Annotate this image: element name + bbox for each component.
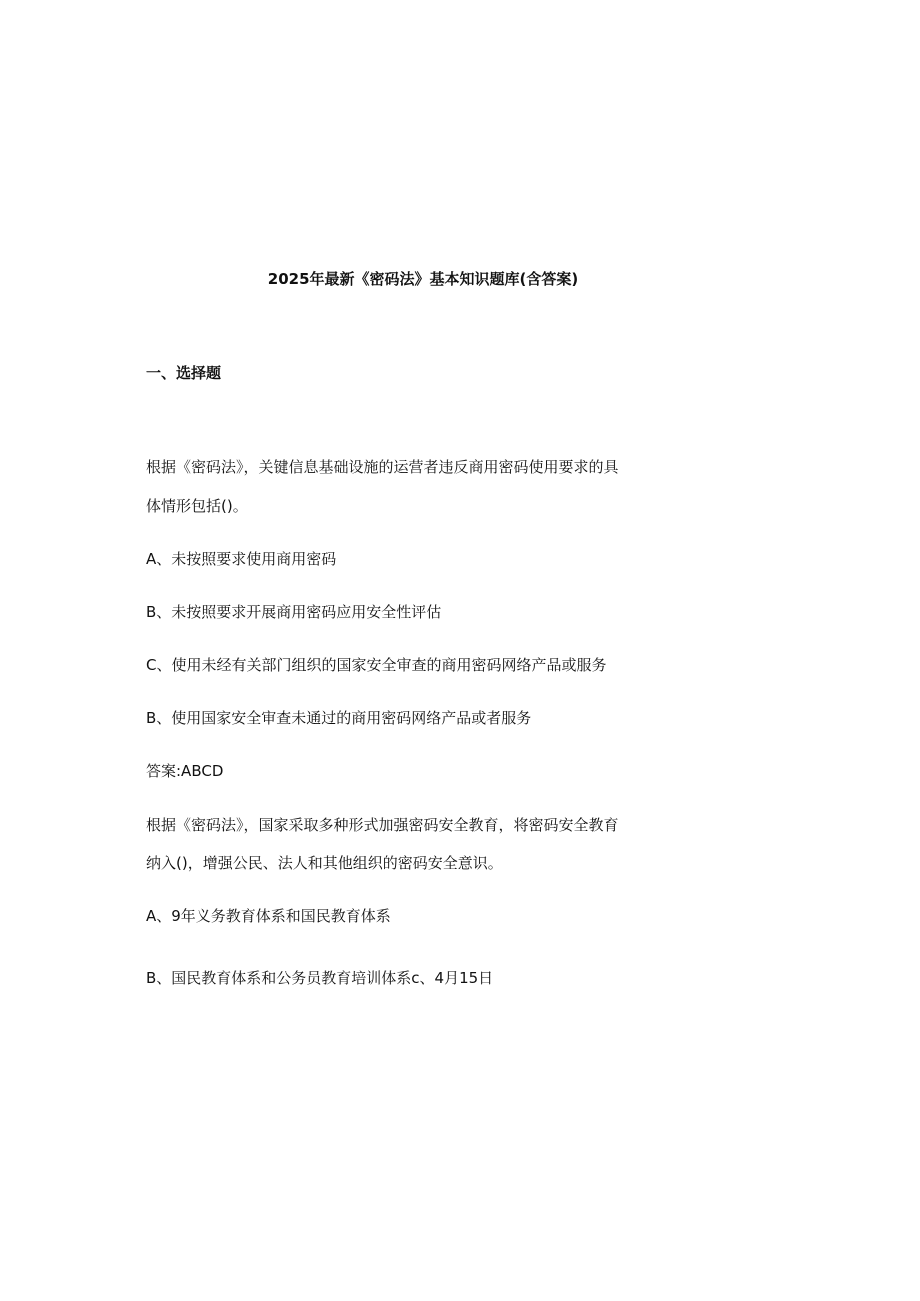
question-2-stem-line-1: 根据《密码法》，国家采取多种形式加强密码安全教育，将密码安全教育	[146, 816, 619, 834]
question-1-option-a: A、未按照要求使用商用密码	[146, 550, 337, 568]
question-1-option-c: C、使用未经有关部门组织的国家安全审查的商用密码网络产品或服务	[146, 656, 607, 674]
question-1-stem-line-2: 体情形包括()。	[146, 497, 248, 515]
question-2-option-a: A、9年义务教育体系和国民教育体系	[146, 907, 391, 925]
question-1-option-b: B、未按照要求开展商用密码应用安全性评估	[146, 603, 442, 621]
section-heading: 一、选择题	[146, 364, 222, 382]
document-title: 2025年最新《密码法》基本知识题库(含答案)	[267, 270, 579, 288]
question-2-stem-line-2: 纳入()，增强公民、法人和其他组织的密码安全意识。	[146, 854, 503, 872]
question-2-option-b: B、国民教育体系和公务员教育培训体系c、4月15日	[146, 969, 494, 987]
question-1-stem-line-1: 根据《密码法》，关键信息基础设施的运营者违反商用密码使用要求的具	[146, 458, 619, 476]
question-1-option-d: B、使用国家安全审查未通过的商用密码网络产品或者服务	[146, 709, 532, 727]
question-1-answer: 答案:ABCD	[146, 762, 224, 780]
